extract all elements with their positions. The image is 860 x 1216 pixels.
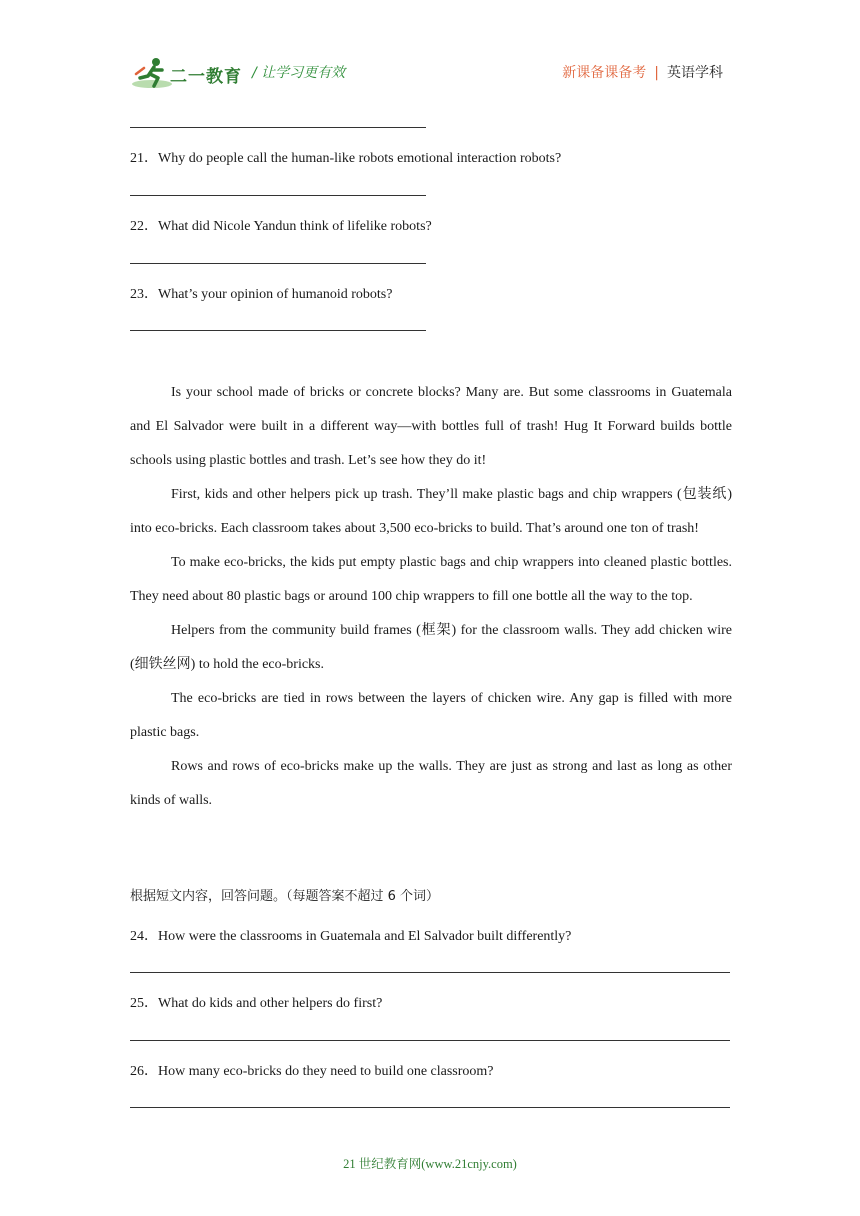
answer-line-22[interactable] bbox=[130, 263, 426, 264]
passage-paragraph-3: To make eco-bricks, the kids put empty plastic bags and chip wrappers into cleaned plastic bottles. They need about 80 plastic bags or around 100 chip wrappers to fill one bottle all the way to the top. bbox=[130, 555, 732, 604]
passage-paragraph-6: Rows and rows of eco-bricks make up the walls. They are just as strong and last as long as other kinds of walls. bbox=[130, 759, 732, 808]
page-header bbox=[0, 0, 860, 110]
answer-line-21[interactable] bbox=[130, 195, 426, 196]
question-23: 23．What’s your opinion of humanoid robots? bbox=[130, 287, 393, 302]
header-right bbox=[562, 62, 723, 82]
question-21: 21．Why do people call the human-like robots emotional interaction robots? bbox=[130, 151, 562, 166]
passage-paragraph-4: Helpers from the community build frames (框架) for the classroom walls. They add chicken wire (细铁丝网) to hold the eco-bricks. bbox=[130, 623, 732, 672]
question-25: 25．What do kids and other helpers do first? bbox=[130, 996, 383, 1011]
question-24: 24．How were the classrooms in Guatemala and El Salvador built differently? bbox=[130, 929, 572, 944]
reading-passage bbox=[130, 376, 732, 818]
header-slogan: / 让学习更有效 bbox=[252, 65, 346, 81]
answer-line-20[interactable] bbox=[130, 127, 426, 128]
answer-line-25[interactable] bbox=[130, 1040, 730, 1041]
header-subject: 英语学科 bbox=[667, 65, 723, 81]
passage-paragraph-1: Is your school made of bricks or concrete blocks? Many are. But some classrooms in Guatemala and El Salvador were built in a different way—with bottles full of trash! Hug It Forward builds bottle schools using plastic bottles and trash. Let’s see how they do it! bbox=[130, 385, 732, 468]
passage-paragraph-5: The eco-bricks are tied in rows between the layers of chicken wire. Any gap is filled with more plastic bags. bbox=[130, 691, 732, 740]
question-22: 22．What did Nicole Yandun think of lifelike robots? bbox=[130, 219, 432, 234]
question-26: 26．How many eco-bricks do they need to build one classroom? bbox=[130, 1064, 494, 1079]
answer-line-23[interactable] bbox=[130, 330, 426, 331]
header-separator: | bbox=[654, 65, 659, 81]
answer-line-24[interactable] bbox=[130, 972, 730, 973]
page-footer: 21 世纪教育网(www.21cnjy.com) bbox=[343, 1157, 517, 1171]
answer-line-26[interactable] bbox=[130, 1107, 730, 1108]
instruction-text: 根据短文内容，回答问题。（每题答案不超过 6 个词） bbox=[130, 889, 440, 904]
passage-paragraph-2: First, kids and other helpers pick up trash. They’ll make plastic bags and chip wrappers (包装纸) into eco-bricks. Each classroom takes about 3,500 eco-bricks to build. That’s around one ton of trash! bbox=[130, 487, 732, 536]
header-course: 新课备课备考 bbox=[562, 65, 647, 81]
logo-text: 二一教育 bbox=[170, 67, 242, 87]
